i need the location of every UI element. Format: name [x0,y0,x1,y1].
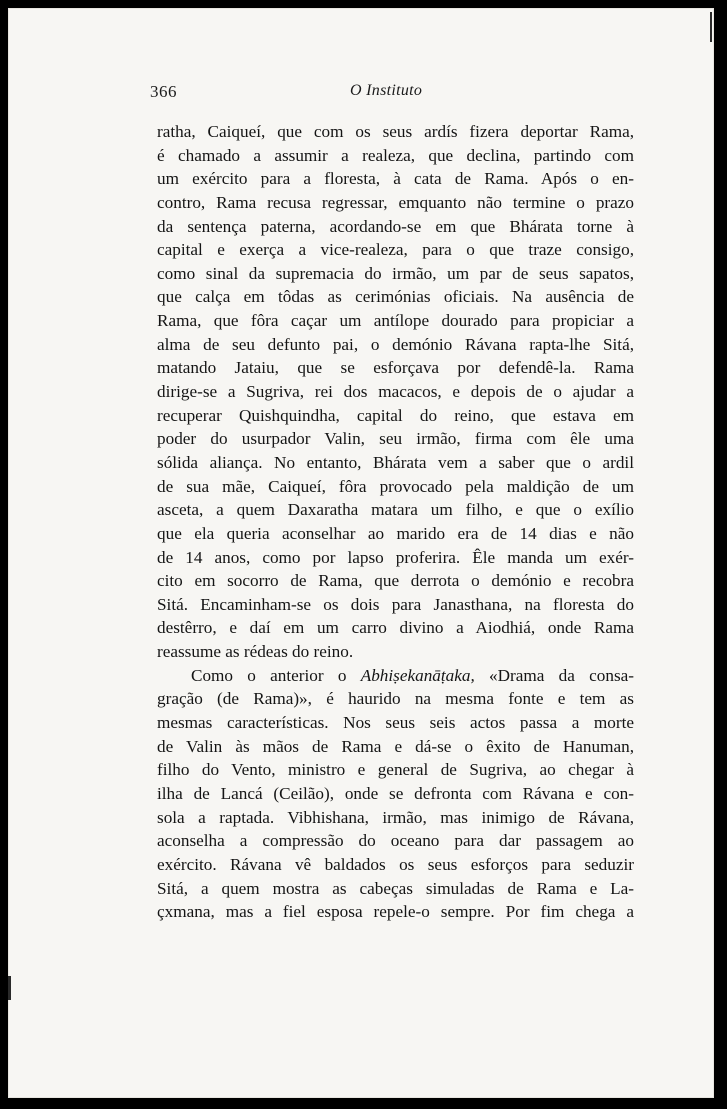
text-line: gração (de Rama)», é haurido na mesma fonte e tem as [157,689,634,709]
text-line: matando Jataiu, que se esforçava por defendê-la. Rama [157,358,634,378]
text-line: da sentença paterna, acordando-se em que Bhárata torne à [157,216,634,236]
work-title: Abhiṣekanāṭaka, [360,665,475,685]
text-line: Sitá, a quem mostra as cabeças simuladas de Rama e La- [157,878,634,898]
text-line: asceta, a quem Daxaratha matara um filho, e que o exílio [157,500,634,520]
text-line: aconselha a compressão do oceano para dar passagem ao [157,831,634,851]
text-line: de Valin às mãos de Rama e dá-se o êxito de Hanuman, [157,736,634,756]
text-line: como sinal da supremacia do irmão, um par de seus sapatos, [157,263,634,283]
text-line: exército. Rávana vê baldados os seus esforços para seduzir [157,854,634,874]
text-run: Como o anterior o [191,665,361,685]
text-line: reassume as rédeas do reino. [157,642,354,662]
text-line: capital e exerça a vice-realeza, para o que traze consigo, [157,240,634,260]
text-line: filho do Vento, ministro e general de Sugriva, ao chegar à [157,760,634,780]
text-line: recuperar Quishquindha, capital do reino, que estava em [157,405,634,425]
right-edge-mark [710,12,712,42]
text-line: de 14 anos, como por lapso proferira. Êle manda um exér- [157,547,634,567]
text-line: que calça em tôdas as cerimónias oficiais. Na ausência de [157,287,634,307]
running-title: O Instituto [350,82,423,99]
text-line: sola a raptada. Vibhishana, irmão, mas inimigo de Rávana, [157,807,634,827]
page-header [150,82,634,106]
text-line: cito em socorro de Rama, que derrota o demónio e recobra [157,571,634,591]
text-line: que ela queria aconselhar ao marido era de 14 dias e não [157,523,634,543]
text-line: de sua mãe, Caiqueí, fôra provocado pela maldição de um [157,476,634,496]
text-line: poder do usurpador Valin, seu irmão, firma com êle uma [157,429,634,449]
text-line: ilha de Lancá (Ceilão), onde se defronta com Rávana e con- [157,783,634,803]
text-line: mesmas características. Nos seus seis actos passa a morte [157,713,634,733]
text-line: Rama, que fôra caçar um antílope dourado para propiciar a [157,311,634,331]
text-line: é chamado a assumir a realeza, que declina, partindo com [157,145,634,165]
text-line: ratha, Caiqueí, que com os seus ardís fizera deportar Rama, [157,122,634,141]
body-text [157,120,634,924]
text-line: sólida aliança. No entanto, Bhárata vem a saber que o ardil [157,452,634,472]
text-line: alma de seu defunto pai, o demónio Rávana rapta-lhe Sitá, [157,334,634,354]
text-line [157,664,634,688]
text-line: destêrro, e daí em um carro divino a Aiodhiá, onde Rama [157,618,634,638]
text-line: çxmana, mas a fiel esposa repele-o sempre. Por fim chega a [157,902,634,922]
book-page [8,8,714,1098]
text-line: dirige-se a Sugriva, rei dos macacos, e depois de o ajudar a [157,382,634,402]
paragraph-2 [157,664,634,924]
text-run: «Drama da consa- [474,665,634,685]
text-line: contro, Rama recusa regressar, emquanto não termine o prazo [157,192,634,212]
text-line: Sitá. Encaminham-se os dois para Janasthana, na floresta do [157,594,634,614]
left-edge-mark [8,976,11,1000]
paragraph-1 [157,120,634,664]
page-number: 366 [150,82,177,101]
text-line: um exército para a floresta, à cata de Rama. Após o en- [157,169,634,189]
